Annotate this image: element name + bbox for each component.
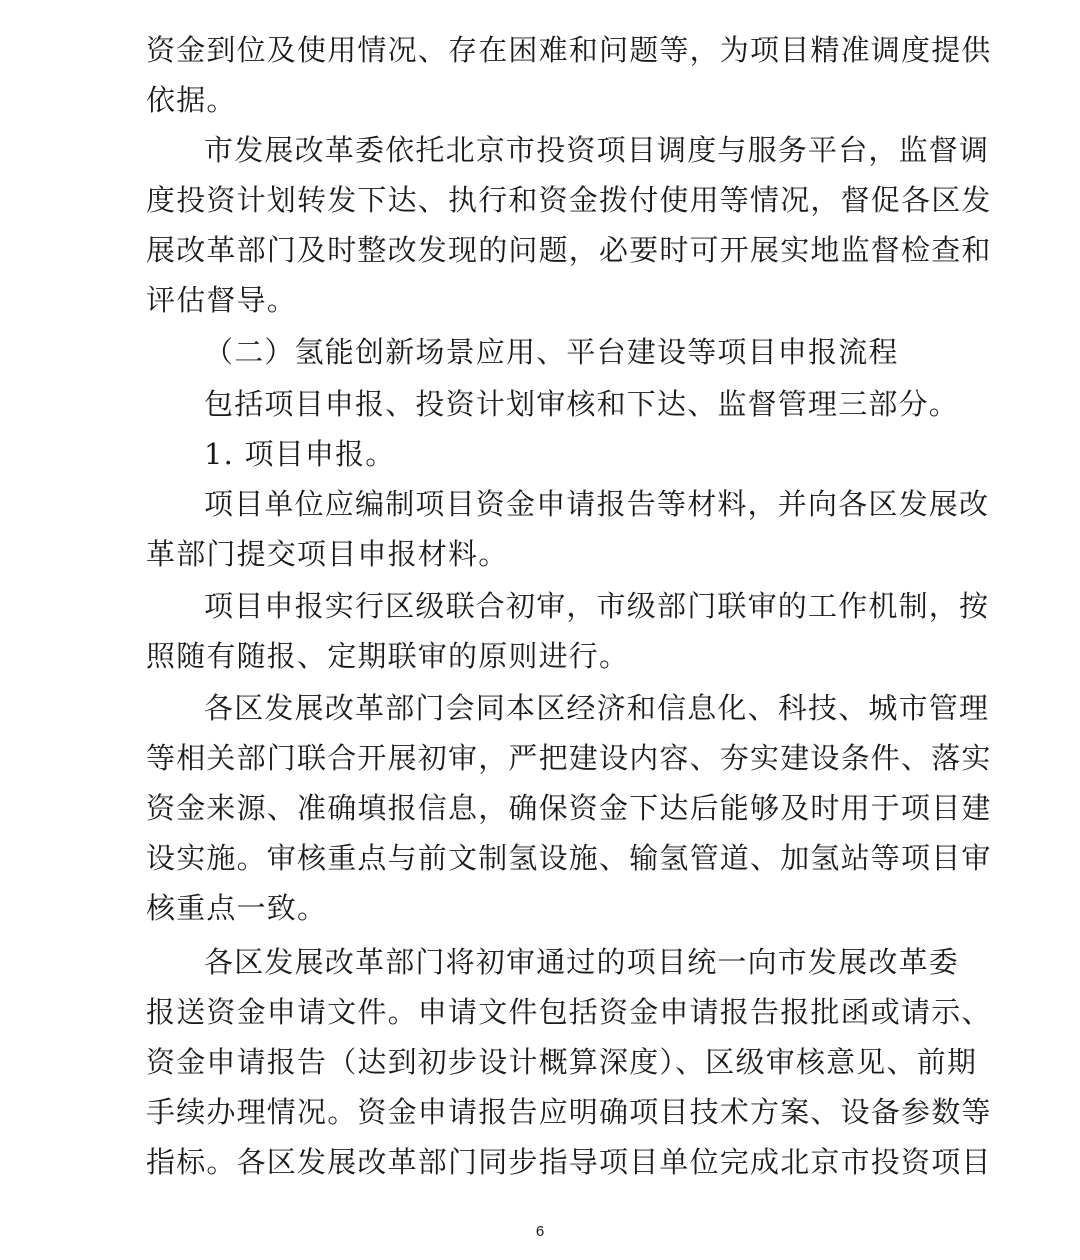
section-heading: （二）氢能创新场景应用、平台建设等项目申报流程 bbox=[204, 335, 899, 369]
text-line: 革部门提交项目申报材料。 bbox=[146, 537, 509, 571]
text-line: 各区发展改革部门将初审通过的项目统一向市发展改革委 bbox=[204, 945, 960, 979]
page-number: 6 bbox=[535, 1223, 545, 1240]
text-line: 核重点一致。 bbox=[146, 891, 328, 925]
text-line: 资金到位及使用情况、存在困难和问题等，为项目精准调度提供 bbox=[146, 33, 992, 67]
text-line: 资金来源、准确填报信息，确保资金下达后能够及时用于项目建 bbox=[146, 791, 992, 825]
text-line: 评估督导。 bbox=[146, 283, 298, 317]
text-line: 度投资计划转发下达、执行和资金拨付使用等情况，督促各区发 bbox=[146, 183, 992, 217]
text-line: 手续办理情况。资金申请报告应明确项目技术方案、设备参数等 bbox=[146, 1095, 992, 1129]
text-line: 指标。各区发展改革部门同步指导项目单位完成北京市投资项目 bbox=[146, 1145, 992, 1179]
text-line: 报送资金申请文件。申请文件包括资金申请报告报批函或请示、 bbox=[146, 995, 992, 1029]
text-line: 项目单位应编制项目资金申请报告等材料，并向各区发展改 bbox=[204, 487, 990, 521]
text-line: 包括项目申报、投资计划审核和下达、监督管理三部分。 bbox=[204, 387, 960, 421]
text-line: 资金申请报告（达到初步设计概算深度）、区级审核意见、前期 bbox=[146, 1045, 978, 1079]
text-line: 等相关部门联合开展初审，严把建设内容、夯实建设条件、落实 bbox=[146, 741, 992, 775]
text-line: 各区发展改革部门会同本区经济和信息化、科技、城市管理 bbox=[204, 691, 990, 725]
text-line: 市发展改革委依托北京市投资项目调度与服务平台，监督调 bbox=[204, 133, 990, 167]
text-line: 设实施。审核重点与前文制氢设施、输氢管道、加氢站等项目审 bbox=[146, 841, 992, 875]
subsection-heading: 1. 项目申报。 bbox=[204, 437, 396, 471]
text-line: 依据。 bbox=[146, 83, 237, 117]
text-line: 展改革部门及时整改发现的问题，必要时可开展实地监督检查和 bbox=[146, 233, 992, 267]
text-line: 照随有随报、定期联审的原则进行。 bbox=[146, 639, 630, 673]
text-line: 项目申报实行区级联合初审，市级部门联审的工作机制，按 bbox=[204, 589, 990, 623]
